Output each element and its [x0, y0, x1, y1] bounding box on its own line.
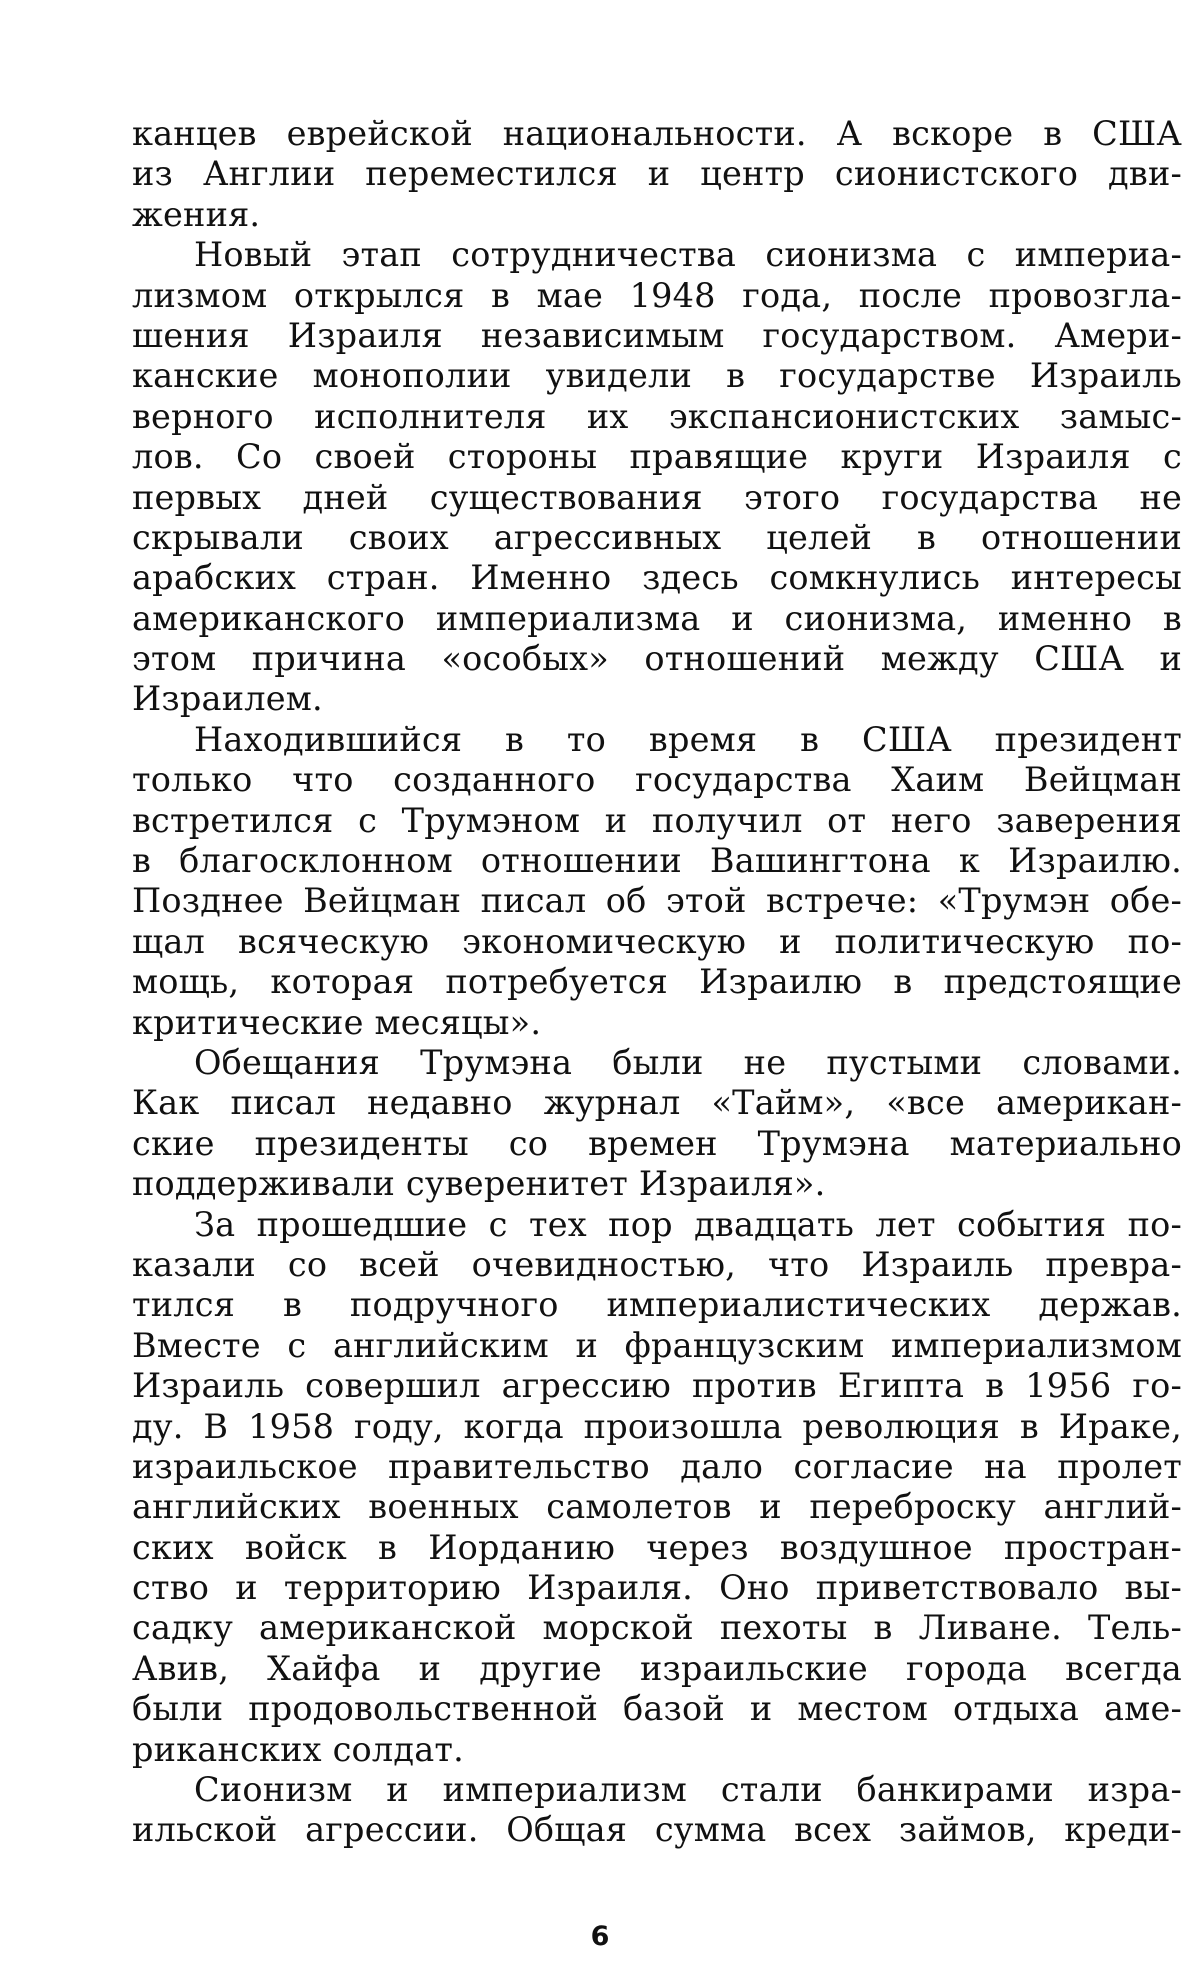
- paragraph: [132, 1770, 1182, 1851]
- text-line: канские монополии увидели в государстве Израиль: [132, 356, 1182, 396]
- text-line: скрывали своих агрессивных целей в отношении: [132, 517, 1182, 557]
- text-line: английских военных самолетов и переброску англий-: [132, 1487, 1182, 1527]
- text-line: ство и территорию Израиля. Оно приветствовало вы-: [132, 1568, 1182, 1608]
- text-line: лов. Со своей стороны правящие круги Израиля с: [132, 437, 1182, 477]
- text-line: первых дней существования этого государства не: [132, 477, 1182, 517]
- text-line: ские президенты со времен Трумэна материально: [132, 1123, 1182, 1163]
- text-line: жения.: [132, 194, 261, 234]
- text-line: За прошедшие с тех пор двадцать лет события по-: [194, 1204, 1182, 1244]
- text-line: Позднее Вейцман писал об этой встрече: «Трумэн обе-: [132, 881, 1182, 921]
- text-line: Новый этап сотрудничества сионизма с империа-: [194, 235, 1182, 275]
- text-line: в благосклонном отношении Вашингтона к Израилю.: [132, 841, 1182, 881]
- text-line: мощь, которая потребуется Израилю в предстоящие: [132, 962, 1182, 1002]
- text-line: ильской агрессии. Общая сумма всех займов, креди-: [132, 1810, 1182, 1850]
- text-line: были продовольственной базой и местом отдыха аме-: [132, 1689, 1182, 1729]
- text-line: лизмом открылся в мае 1948 года, после провозгла-: [132, 275, 1182, 315]
- text-line: критические месяцы».: [132, 1002, 542, 1042]
- paragraph: [132, 720, 1182, 1043]
- text-line: американского империализма и сионизма, именно в: [132, 598, 1182, 638]
- text-line: арабских стран. Именно здесь сомкнулись интересы: [132, 558, 1182, 598]
- text-line: Находившийся в то время в США президент: [194, 719, 1182, 759]
- paragraph: [132, 235, 1182, 720]
- text-line: риканских солдат.: [132, 1729, 464, 1769]
- text-line: казали со всей очевидностью, что Израиль превра-: [132, 1244, 1182, 1284]
- text-line: Израилем.: [132, 679, 323, 719]
- text-line: встретился с Трумэном и получил от него заверения: [132, 800, 1182, 840]
- text-line: ских войск в Иорданию через воздушное простран-: [132, 1527, 1182, 1567]
- page-body: [132, 114, 1182, 1851]
- text-line: верного исполнителя их экспансионистских замыс-: [132, 396, 1182, 436]
- page-number: 6: [590, 1921, 610, 1952]
- text-line: поддерживали суверенитет Израиля».: [132, 1164, 826, 1204]
- text-line: только что созданного государства Хаим Вейцман: [132, 760, 1182, 800]
- text-line: израильское правительство дало согласие на пролет: [132, 1446, 1182, 1486]
- text-line: Вместе с английским и французским империализмом: [132, 1325, 1182, 1365]
- text-line: Сионизм и империализм стали банкирами изра-: [194, 1770, 1182, 1810]
- text-line: Авив, Хайфа и другие израильские города всегда: [132, 1648, 1182, 1688]
- text-line: этом причина «особых» отношений между США и: [132, 639, 1182, 679]
- text-line: ду. В 1958 году, когда произошла революция в Ираке,: [132, 1406, 1182, 1446]
- text-line: из Англии переместился и центр сионистского дви-: [132, 154, 1182, 194]
- paragraph: [132, 1043, 1182, 1205]
- text-line: канцев еврейской национальности. А вскоре в США: [132, 114, 1182, 153]
- text-line: Обещания Трумэна были не пустыми словами.: [194, 1042, 1182, 1082]
- paragraph: [132, 114, 1182, 235]
- paragraph: [132, 1205, 1182, 1770]
- text-line: садку американской морской пехоты в Ливане. Тель-: [132, 1608, 1182, 1648]
- text-line: тился в подручного империалистических держав.: [132, 1285, 1182, 1325]
- text-line: шения Израиля независимым государством. Амери-: [132, 315, 1182, 355]
- text-line: Как писал недавно журнал «Тайм», «все американ-: [132, 1083, 1182, 1123]
- text-line: Израиль совершил агрессию против Египта в 1956 го-: [132, 1366, 1182, 1406]
- text-line: щал всяческую экономическую и политическую по-: [132, 921, 1182, 961]
